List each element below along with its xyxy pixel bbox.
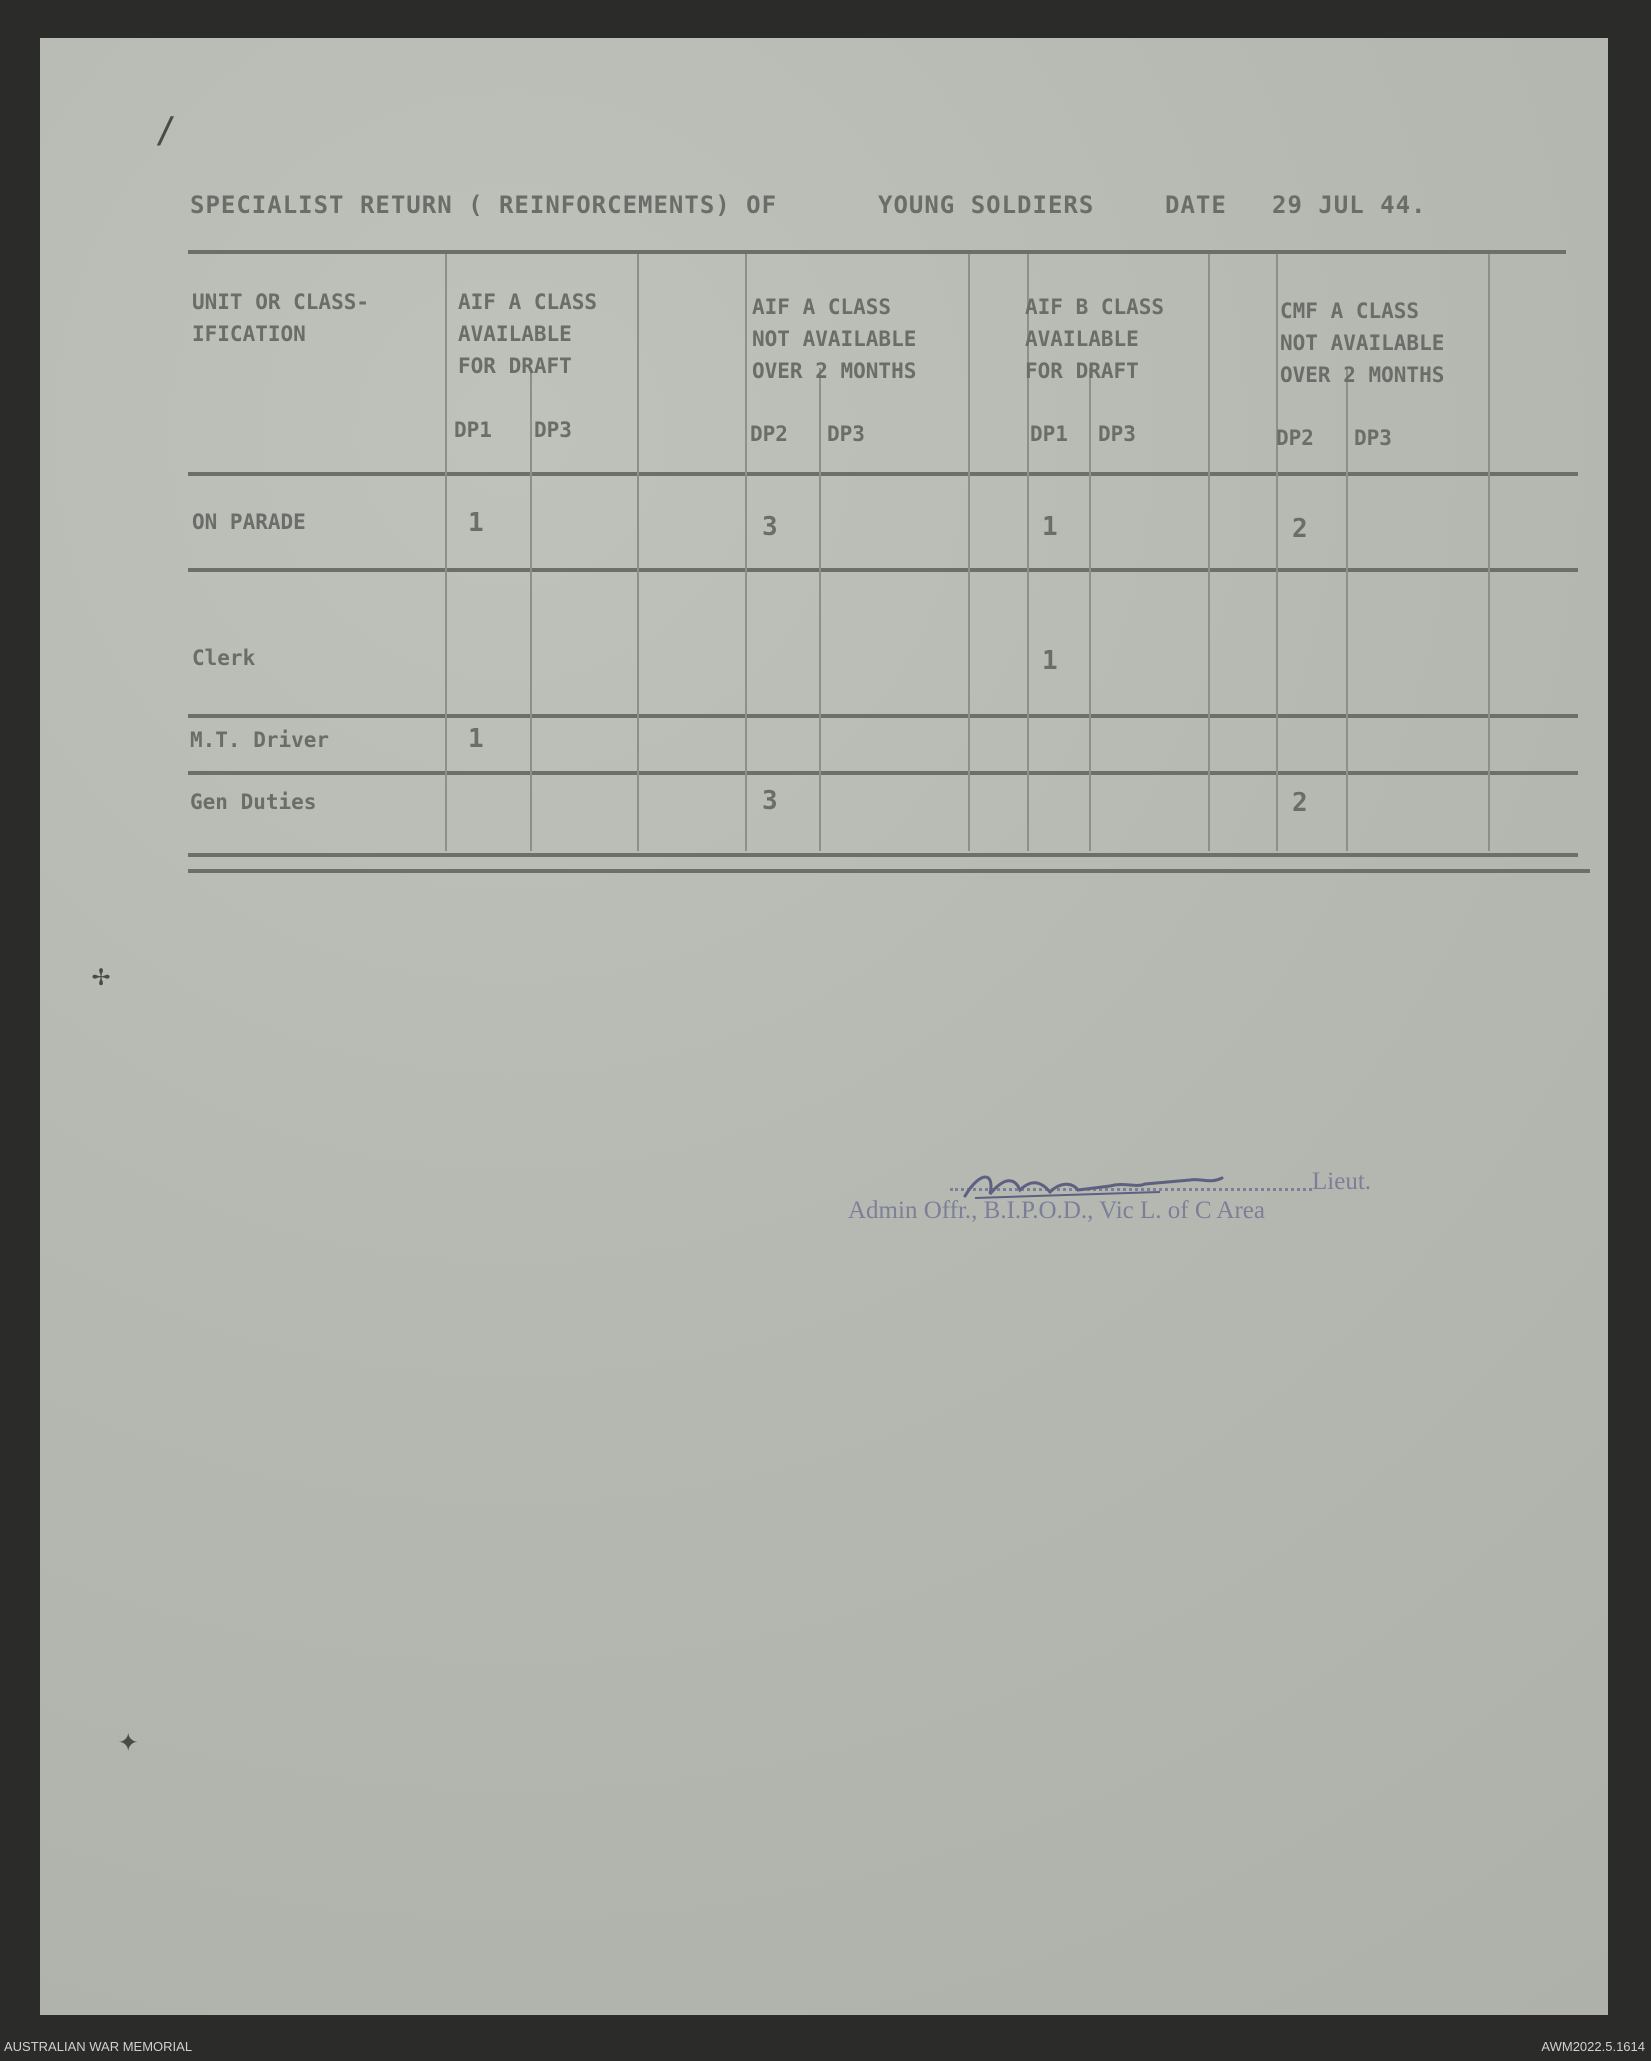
cell-value: 1 — [468, 508, 484, 538]
subheader-dp1: DP1 — [454, 418, 492, 442]
document-subject: YOUNG SOLDIERS — [878, 191, 1095, 219]
subheader-dp3: DP3 — [827, 422, 865, 446]
stamp-rank: Lieut. — [1312, 1168, 1372, 1195]
group-header-aif-b-available: AIF B CLASS AVAILABLE FOR DRAFT — [1025, 295, 1165, 383]
subheader-dp3: DP3 — [1354, 426, 1392, 450]
header-bottom-rule — [188, 472, 1578, 476]
table-top-rule — [188, 250, 1566, 254]
subheader-dp3: DP3 — [534, 418, 572, 442]
row-label-on-parade: ON PARADE — [192, 510, 306, 534]
punch-hole-mark: ✢ — [92, 958, 111, 993]
column-rule — [637, 254, 639, 851]
cell-value: 2 — [1292, 514, 1308, 544]
stamp-office: Admin Offr., B.I.P.O.D., Vic L. of C Area — [848, 1197, 1265, 1224]
row-label-gen-duties: Gen Duties — [190, 790, 317, 814]
document-page — [40, 38, 1608, 2015]
table-bottom-rule — [188, 853, 1578, 857]
column-rule — [1346, 368, 1348, 851]
column-rule — [1089, 368, 1091, 851]
table-bottom-double-rule — [188, 869, 1590, 873]
date-label: DATE — [1165, 191, 1227, 219]
cell-value: 1 — [1042, 646, 1058, 676]
document-title: SPECIALIST RETURN ( REINFORCEMENTS) OF — [190, 191, 778, 219]
date-value: 29 JUL 44. — [1272, 191, 1427, 219]
driver-bottom-rule — [188, 771, 1578, 775]
cell-value: 3 — [762, 512, 778, 542]
column-rule — [1276, 254, 1278, 851]
column-rule — [1208, 254, 1210, 851]
row-label-clerk: Clerk — [192, 646, 256, 670]
cell-value: 3 — [762, 786, 778, 816]
on-parade-bottom-rule — [188, 568, 1578, 572]
subheader-dp3: DP3 — [1098, 422, 1136, 446]
column-rule — [819, 368, 821, 851]
column-rule — [745, 254, 747, 851]
subheader-dp2: DP2 — [1276, 426, 1314, 450]
cell-value: 1 — [1042, 512, 1058, 542]
group-header-cmf-a-not-available: CMF A CLASS NOT AVAILABLE OVER 2 MONTHS — [1280, 299, 1445, 387]
pencil-mark: / — [155, 110, 177, 151]
cell-value: 2 — [1292, 788, 1308, 818]
subheader-dp1: DP1 — [1030, 422, 1068, 446]
column-rule — [445, 254, 447, 851]
cell-value: 1 — [468, 724, 484, 754]
column-rule — [1488, 254, 1490, 851]
subheader-dp2: DP2 — [750, 422, 788, 446]
footer-left: AUSTRALIAN WAR MEMORIAL — [4, 2039, 193, 2054]
column-rule — [530, 368, 532, 851]
group-header-aif-a-available: AIF A CLASS AVAILABLE FOR DRAFT — [458, 290, 598, 378]
clerk-bottom-rule — [188, 714, 1578, 718]
group-header-aif-a-not-available: AIF A CLASS NOT AVAILABLE OVER 2 MONTHS — [752, 295, 917, 383]
column-rule — [968, 254, 970, 851]
row-label-mt-driver: M.T. Driver — [190, 728, 330, 752]
punch-hole-mark: ✦ — [118, 1720, 139, 1760]
first-column-header: UNIT OR CLASS- IFICATION — [192, 290, 370, 346]
footer-right: AWM2022.5.1614 — [1541, 2039, 1645, 2054]
